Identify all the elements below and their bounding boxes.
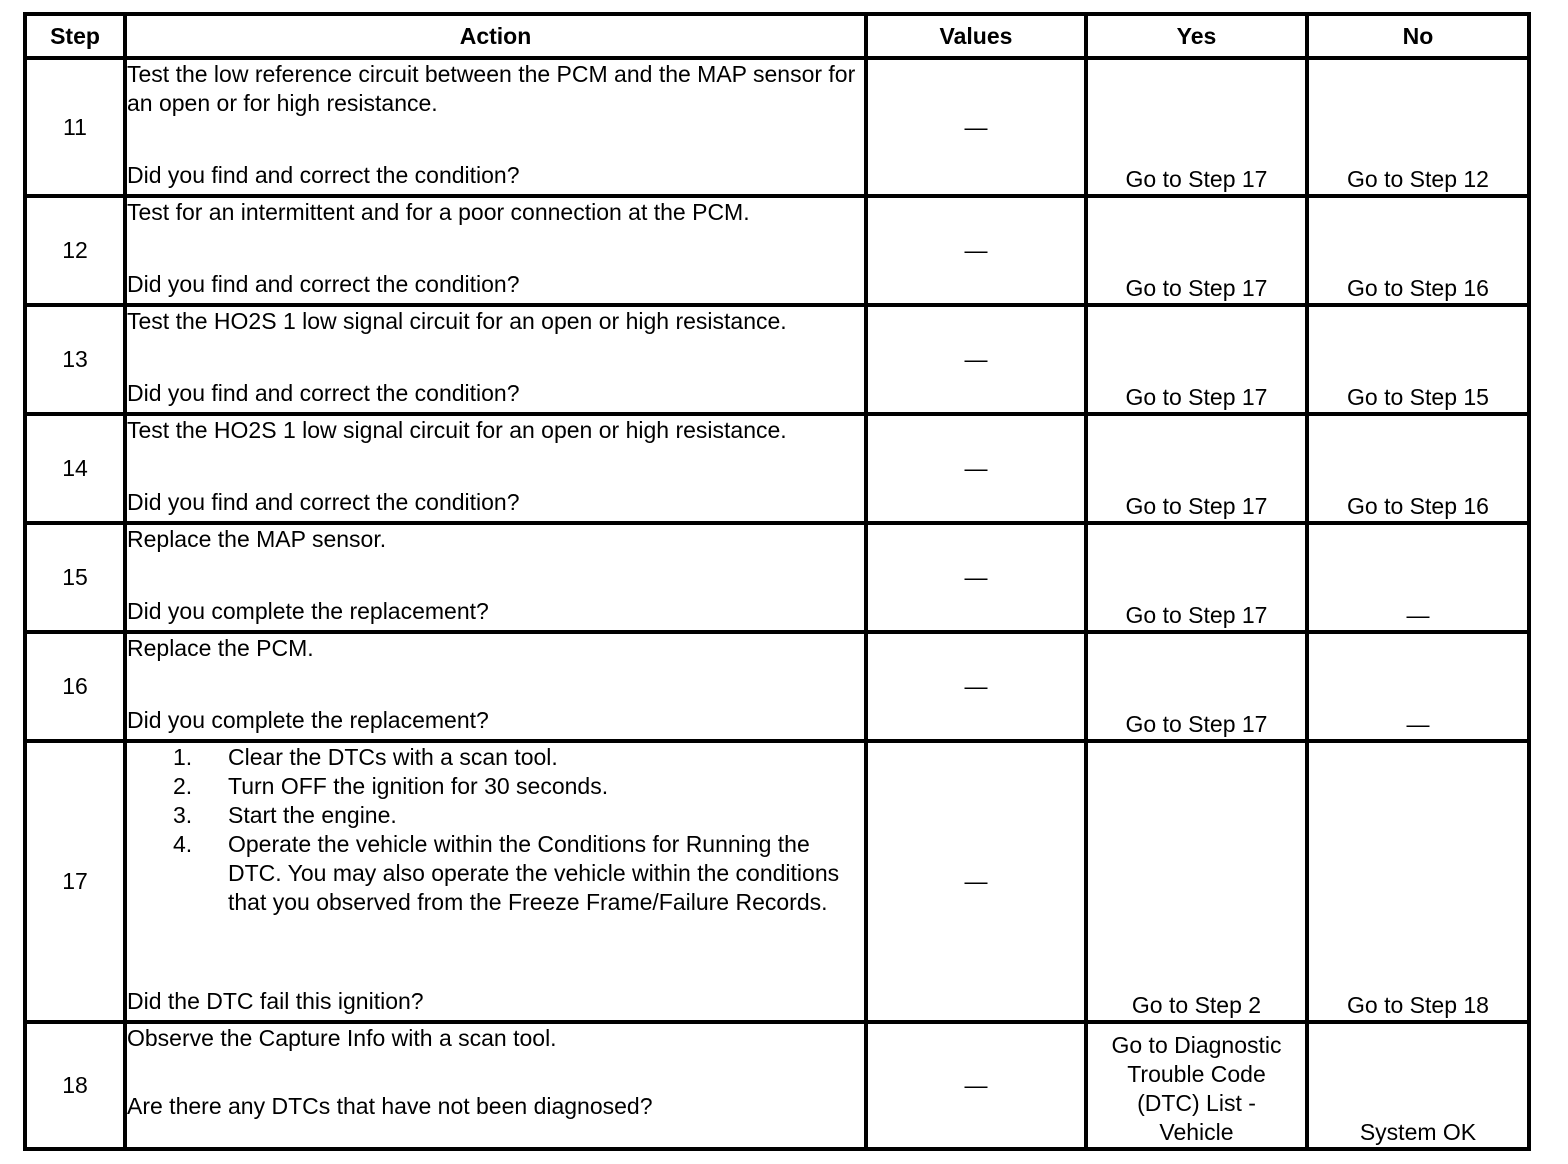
action-question: Did you find and correct the condition?	[127, 489, 520, 515]
yes-cell: Go to Step 17	[1086, 632, 1307, 741]
values-cell: —	[866, 1022, 1086, 1149]
action-instruction: Test for an intermittent and for a poor connection at the PCM.	[127, 199, 750, 225]
diagnostic-table	[23, 12, 1531, 1151]
yes-cell: Go to Step 17	[1086, 58, 1307, 196]
step-number: 14	[25, 414, 125, 523]
list-item-number: 2.	[173, 773, 193, 799]
values-cell: —	[866, 305, 1086, 414]
header-step: Step	[25, 14, 125, 58]
list-item	[127, 830, 864, 917]
list-item-text: Turn OFF the ignition for 30 seconds.	[228, 773, 609, 799]
header-action: Action	[125, 14, 866, 58]
action-cell	[125, 58, 866, 196]
action-question: Did you find and correct the condition?	[127, 380, 520, 406]
step-number: 11	[25, 58, 125, 196]
step-number: 12	[25, 196, 125, 305]
values-cell: —	[866, 196, 1086, 305]
no-cell: —	[1307, 523, 1529, 632]
action-cell	[125, 414, 866, 523]
list-item	[127, 801, 864, 830]
no-cell: System OK	[1307, 1022, 1529, 1149]
action-instruction: Test the HO2S 1 low signal circuit for an open or high resistance.	[127, 308, 787, 334]
action-instruction: Observe the Capture Info with a scan tool.	[127, 1025, 557, 1051]
table-row	[25, 741, 1529, 1022]
action-cell	[125, 523, 866, 632]
table-row	[25, 632, 1529, 741]
header-yes: Yes	[1086, 14, 1307, 58]
values-cell: —	[866, 414, 1086, 523]
yes-cell: Go to Step 17	[1086, 414, 1307, 523]
action-instruction: Test the low reference circuit between the PCM and the MAP sensor for an open or for high resistance.	[127, 61, 856, 116]
step-number: 17	[25, 741, 125, 1022]
list-item-text: Clear the DTCs with a scan tool.	[228, 744, 558, 770]
list-item	[127, 743, 864, 772]
action-question: Did the DTC fail this ignition?	[127, 988, 424, 1014]
action-question: Did you complete the replacement?	[127, 598, 489, 624]
table-row	[25, 196, 1529, 305]
list-item-text: Operate the vehicle within the Conditions for Running the DTC. You may also operate the vehicle within the conditions that you observed from the Freeze Frame/Failure Records.	[228, 831, 840, 915]
yes-cell	[1086, 1022, 1307, 1149]
table-row	[25, 523, 1529, 632]
action-cell	[125, 741, 866, 1022]
no-cell: Go to Step 15	[1307, 305, 1529, 414]
table-row	[25, 305, 1529, 414]
yes-cell: Go to Step 17	[1086, 523, 1307, 632]
yes-cell: Go to Step 2	[1086, 741, 1307, 1022]
values-cell: —	[866, 741, 1086, 1022]
action-question: Are there any DTCs that have not been diagnosed?	[127, 1093, 653, 1119]
action-cell	[125, 632, 866, 741]
list-item	[127, 772, 864, 801]
values-cell: —	[866, 632, 1086, 741]
yes-line: Trouble Code	[1127, 1061, 1266, 1087]
list-item-number: 3.	[173, 802, 193, 828]
no-cell: Go to Step 12	[1307, 58, 1529, 196]
table-row	[25, 58, 1529, 196]
values-cell: —	[866, 58, 1086, 196]
no-cell: Go to Step 16	[1307, 414, 1529, 523]
yes-cell: Go to Step 17	[1086, 196, 1307, 305]
step-number: 16	[25, 632, 125, 741]
header-no: No	[1307, 14, 1529, 58]
action-question: Did you find and correct the condition?	[127, 162, 520, 188]
yes-cell: Go to Step 17	[1086, 305, 1307, 414]
action-question: Did you complete the replacement?	[127, 707, 489, 733]
step-number: 18	[25, 1022, 125, 1149]
action-cell	[125, 1022, 866, 1149]
no-cell: Go to Step 16	[1307, 196, 1529, 305]
table-row	[25, 1022, 1529, 1149]
yes-line: (DTC) List -	[1137, 1090, 1256, 1116]
list-item-number: 4.	[173, 831, 193, 857]
no-cell: Go to Step 18	[1307, 741, 1529, 1022]
step-number: 15	[25, 523, 125, 632]
action-instruction: Replace the MAP sensor.	[127, 526, 387, 552]
action-instruction: Replace the PCM.	[127, 635, 314, 661]
procedure-list	[127, 743, 864, 917]
table-row	[25, 414, 1529, 523]
yes-line: Go to Diagnostic	[1111, 1032, 1282, 1058]
list-item-number: 1.	[173, 744, 193, 770]
header-values: Values	[866, 14, 1086, 58]
action-question: Did you find and correct the condition?	[127, 271, 520, 297]
action-cell	[125, 305, 866, 414]
step-number: 13	[25, 305, 125, 414]
yes-line: Vehicle	[1159, 1119, 1234, 1145]
action-cell	[125, 196, 866, 305]
header-row	[25, 14, 1529, 58]
values-cell: —	[866, 523, 1086, 632]
no-cell: —	[1307, 632, 1529, 741]
list-item-text: Start the engine.	[228, 802, 397, 828]
action-instruction: Test the HO2S 1 low signal circuit for an open or high resistance.	[127, 417, 787, 443]
